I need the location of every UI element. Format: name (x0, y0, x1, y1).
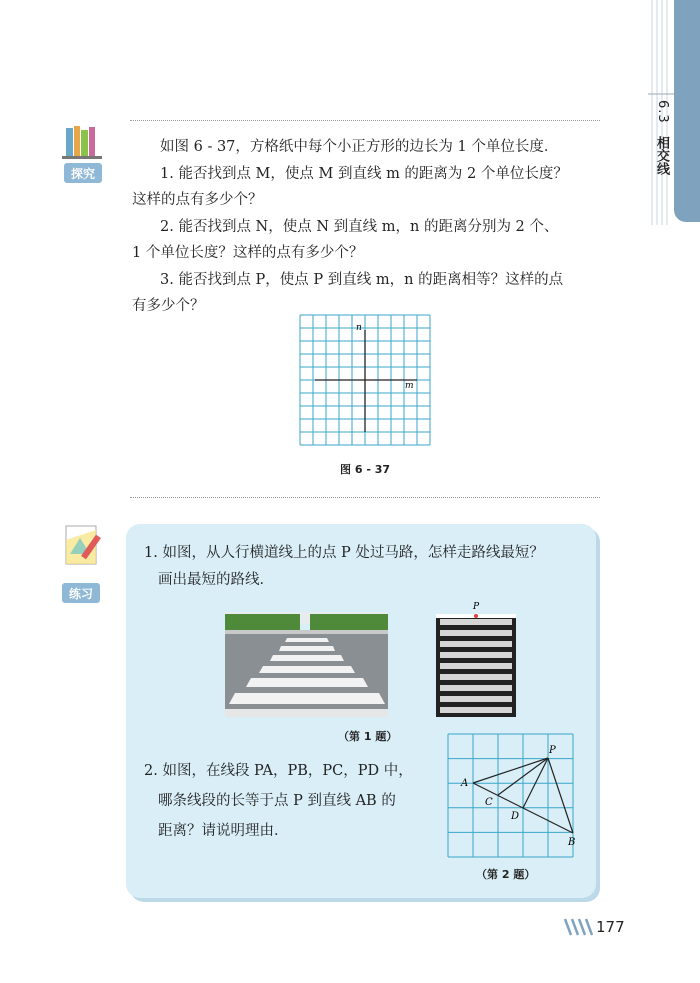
crosswalk-p-label: P (473, 602, 480, 612)
divider-top (130, 120, 600, 121)
page-stripes-icon (563, 918, 595, 936)
explore-q1-line1: 1. 能否找到点 M，使点 M 到直线 m 的距离为 2 个单位长度？ (160, 165, 568, 182)
exercise-1-line2: 画出最短的路线． (158, 571, 274, 588)
exercise-2-text (144, 756, 444, 846)
explore-q2-line2: 1 个单位长度？这样的点有多少个？ (132, 245, 364, 261)
point-p-marker (474, 614, 478, 618)
label-n: n (356, 323, 362, 333)
explore-q2-line1: 2. 能否找到点 N，使点 N 到直线 m，n 的距离分别为 2 个、 (160, 218, 559, 235)
explore-intro: 如图 6 - 37，方格纸中每个小正方形的边长为 1 个单位长度． (160, 139, 559, 155)
explore-q1-line2: 这样的点有多少个？ (132, 192, 263, 208)
label-c: C (485, 797, 493, 808)
label-d: D (511, 811, 520, 822)
label-p: P (549, 745, 556, 756)
practice-badge: 练习 (62, 583, 100, 603)
explore-badge: 探究 (64, 163, 102, 183)
pencil-paper-icon (60, 520, 108, 570)
figure-6-37-grid (299, 314, 433, 446)
books-icon (62, 124, 106, 160)
exercise-2-line2: 哪条线段的长等于点 P 到直线 AB 的 (158, 793, 396, 809)
exercise-2-figure (447, 733, 577, 858)
exercise-2-line3: 距离？请说明理由． (158, 823, 289, 839)
explore-text (132, 134, 602, 320)
label-b: B (568, 837, 576, 848)
exercise-2-line1: 2. 如图，在线段 PA，PB，PC，PD 中， (144, 763, 413, 779)
page-number: 177 (596, 918, 625, 936)
exercise-1-line1: 1. 如图，从人行横道线上的点 P 处过马路，怎样走路线最短？ (144, 545, 544, 561)
chapter-tab (674, 0, 700, 222)
explore-q3-line1: 3. 能否找到点 P，使点 P 到直线 m，n 的距离相等？这样的点 (160, 271, 564, 288)
label-a: A (461, 778, 469, 789)
exercise-1-caption: （第 1 题） (338, 730, 398, 743)
figure-6-37-caption: 图 6 - 37 (340, 463, 391, 476)
divider-middle (130, 497, 600, 498)
exercise-2-caption: （第 2 题） (476, 868, 536, 881)
crosswalk-photo (225, 612, 388, 717)
label-m: m (405, 381, 414, 391)
crosswalk-diagram (435, 600, 517, 718)
exercise-1-text (144, 540, 584, 593)
section-number: 6.3 (655, 100, 670, 124)
section-title: 相交线 (654, 136, 669, 175)
explore-q3-line2: 有多少个？ (132, 298, 205, 314)
